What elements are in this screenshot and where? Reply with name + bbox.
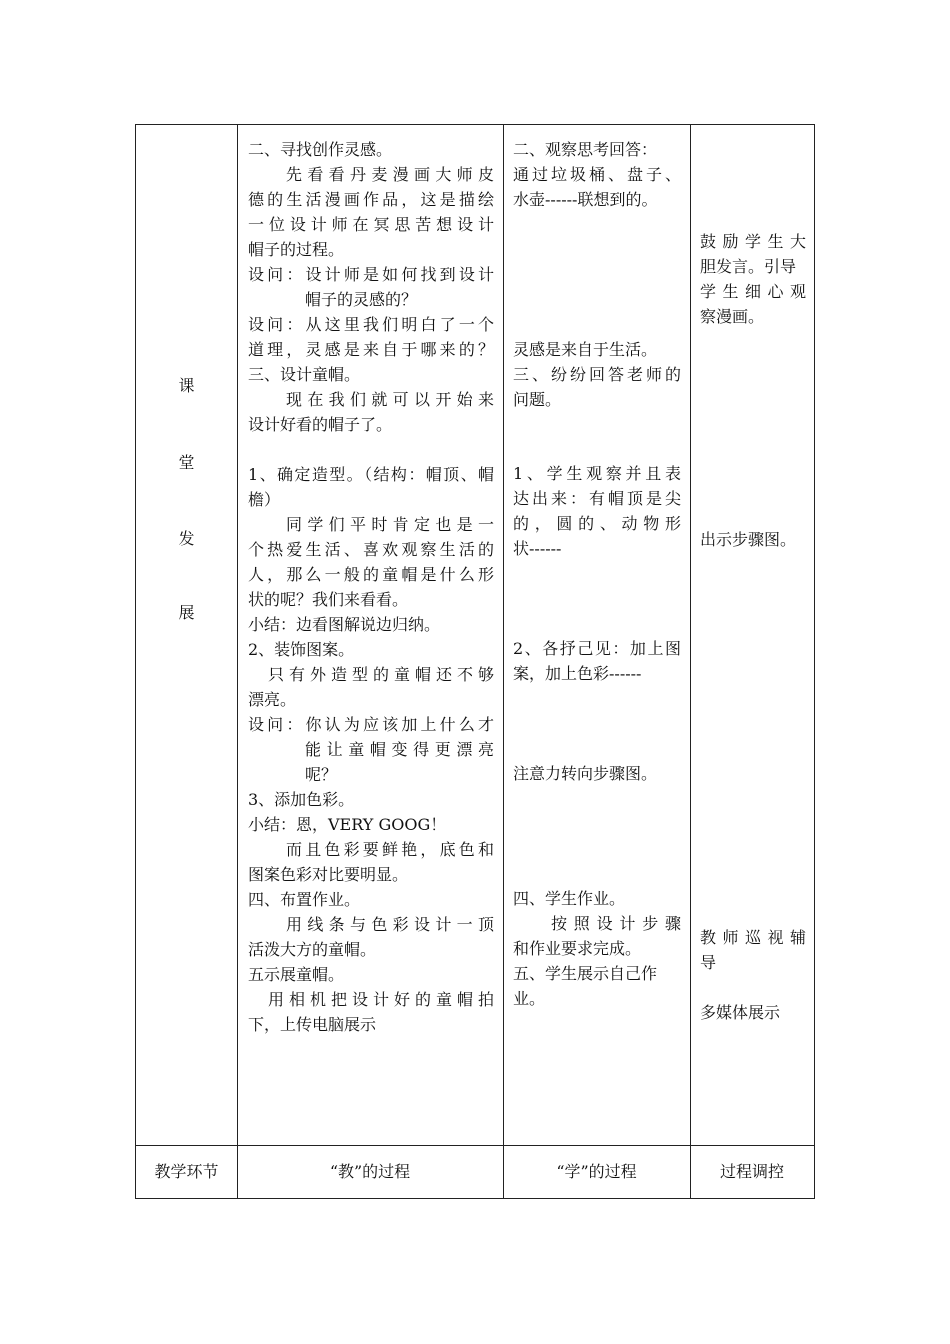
teach-line: 用相机把设计好的童帽拍 xyxy=(268,990,494,1009)
learn-line: 业。 xyxy=(513,989,546,1008)
teach-line: 设计好看的帽子了。 xyxy=(248,415,393,434)
column-divider xyxy=(503,125,504,1198)
learn-line: 按照设计步骤 xyxy=(551,914,681,933)
learn-line: 三、纷纷回答老师的 xyxy=(513,365,681,384)
teach-line: 设问：设计师是如何找到设计 xyxy=(248,265,494,284)
teach-line: 图案色彩对比要明显。 xyxy=(248,865,409,884)
teach-line: 状的呢？我们来看看。 xyxy=(248,590,409,609)
teach-line: 二、寻找创作灵感。 xyxy=(248,140,393,159)
learn-line: 问题。 xyxy=(513,390,562,409)
teach-line: 3、添加色彩。 xyxy=(248,790,355,809)
teach-line: 只有外造型的童帽还不够 xyxy=(268,665,494,684)
control-line: 胆发言。引导 xyxy=(700,257,797,276)
control-text xyxy=(700,925,806,1025)
teach-line: 呢？ xyxy=(305,765,338,784)
teach-line: 人，那么一般的童帽是什么形 xyxy=(248,565,494,584)
teach-line: 活泼大方的童帽。 xyxy=(248,940,377,959)
learn-line: 通过垃圾桶、盘子、 xyxy=(513,165,681,184)
teach-line: 小结：边看图解说边归纳。 xyxy=(248,615,441,634)
stage-char: 发 xyxy=(178,529,195,548)
stage-char: 课 xyxy=(178,376,195,395)
learn-process-text xyxy=(513,636,681,686)
teach-process-text xyxy=(248,137,494,1037)
stage-header: 教学环节 xyxy=(154,1162,219,1181)
learn-process-text xyxy=(513,461,681,561)
teach-line: 德的生活漫画作品，这是描绘 xyxy=(248,190,494,209)
learn-line: 状------ xyxy=(513,539,562,558)
learn-line: 五、学生展示自己作 xyxy=(513,964,658,983)
learn-line: 四、学生作业。 xyxy=(513,889,626,908)
learn-line: 注意力转向步骤图。 xyxy=(513,764,658,783)
stage-char: 堂 xyxy=(178,453,195,472)
teach-line: 现在我们就可以开始来 xyxy=(286,390,494,409)
control-line: 学生细心观 xyxy=(700,282,806,301)
learn-line: 1、学生观察并且表 xyxy=(513,464,681,483)
learn-line: 达出来：有帽顶是尖 xyxy=(513,489,681,508)
learn-line: 水壶------联想到的。 xyxy=(513,190,658,209)
teach-line: 用线条与色彩设计一顶 xyxy=(286,915,494,934)
teach-line: 先看看丹麦漫画大师皮 xyxy=(286,165,494,184)
teach-line: 2、装饰图案。 xyxy=(248,640,355,659)
teach-header: “教”的过程 xyxy=(329,1162,411,1181)
teach-line: 个热爱生活、喜欢观察生活的 xyxy=(248,540,494,559)
teach-line: 道理，灵感是来自于哪来的？ xyxy=(248,340,494,359)
teach-line: 小结：恩，VERY GOOG！ xyxy=(248,815,447,834)
teach-line: 1、确定造型。（结构：帽顶、帽 xyxy=(248,465,494,484)
learn-line: 二、观察思考回答： xyxy=(513,140,658,159)
stage-char: 展 xyxy=(178,603,195,622)
learn-process-text xyxy=(513,886,681,1011)
learn-line: 的，圆的、动物形 xyxy=(513,514,681,533)
teach-line: 漂亮。 xyxy=(248,690,297,709)
teach-line: 同学们平时肯定也是一 xyxy=(286,515,494,534)
teach-line: 五示展童帽。 xyxy=(248,965,345,984)
control-line: 导 xyxy=(700,953,717,972)
control-line: 察漫画。 xyxy=(700,307,765,326)
teach-line: 一位设计师在冥思苦想设计 xyxy=(248,215,494,234)
control-text xyxy=(700,229,806,329)
control-line: 教师巡视辅 xyxy=(700,928,806,947)
control-line: 出示步骤图。 xyxy=(700,530,797,549)
column-divider xyxy=(690,125,691,1198)
teach-line: 下，上传电脑展示 xyxy=(248,1015,377,1034)
teach-line: 设问：你认为应该加上什么才 xyxy=(248,715,494,734)
teach-line: 帽子的过程。 xyxy=(248,240,345,259)
control-line: 鼓励学生大 xyxy=(700,232,806,251)
lesson-table xyxy=(135,124,815,1199)
learn-line: 2、各抒己见：加上图 xyxy=(513,639,681,658)
learn-header: “学”的过程 xyxy=(556,1162,637,1181)
learn-process-text xyxy=(513,337,681,412)
learn-line: 灵感是来自于生活。 xyxy=(513,340,658,359)
control-line: 多媒体展示 xyxy=(700,1003,781,1022)
learn-line: 和作业要求完成。 xyxy=(513,939,642,958)
teach-line: 檐） xyxy=(248,490,281,509)
teach-line: 而且色彩要鲜艳，底色和 xyxy=(286,840,494,859)
column-divider xyxy=(237,125,238,1198)
teach-line: 三、设计童帽。 xyxy=(248,365,361,384)
control-text xyxy=(700,527,812,552)
teach-line: 帽子的灵感的？ xyxy=(305,290,418,309)
control-header: 过程调控 xyxy=(719,1162,784,1181)
learn-process-text xyxy=(513,761,681,786)
teach-line: 设问：从这里我们明白了一个 xyxy=(248,315,494,334)
teach-line: 能让童帽变得更漂亮 xyxy=(305,740,494,759)
learn-process-text xyxy=(513,137,681,212)
learn-line: 案，加上色彩------ xyxy=(513,664,642,683)
teach-line: 四、布置作业。 xyxy=(248,890,361,909)
